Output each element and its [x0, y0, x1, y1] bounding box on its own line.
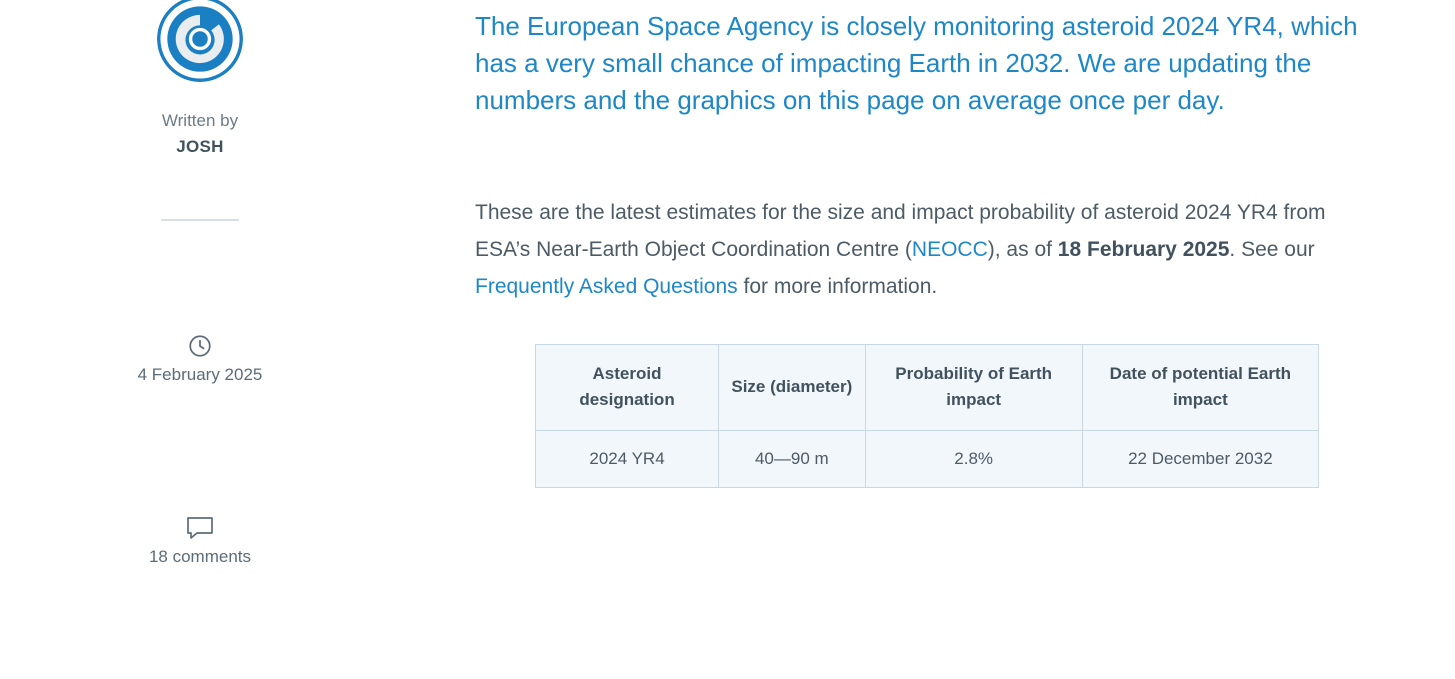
- publish-date: 4 February 2025: [137, 364, 263, 384]
- table-header-probability: Probability of Earth impact: [865, 344, 1082, 430]
- asteroid-estimates-table: [535, 344, 1319, 488]
- table-header-row: [536, 344, 1319, 430]
- sidebar-divider: [161, 219, 239, 221]
- intro-text-part-1: These are the latest estimates for the size and impact probability of asteroid 2024 YR4 from ESA’s Near-Earth Object Coordination Centre (: [475, 200, 1326, 262]
- lead-paragraph: The European Space Agency is closely monitoring asteroid 2024 YR4, which has a very small chance of impacting Earth in 2032. We are updating the numbers and the graphics on this page on average once per day.: [475, 11, 1358, 115]
- faq-link[interactable]: Frequently Asked Questions: [475, 275, 738, 299]
- cell-size: 40—90 m: [719, 430, 866, 487]
- table-row: [536, 430, 1319, 487]
- comment-icon: [185, 515, 215, 541]
- avatar: [157, 0, 243, 82]
- cell-designation: 2024 YR4: [536, 430, 719, 487]
- table-header-designation: Asteroid designation: [536, 344, 719, 430]
- intro-text-part-3: . See our: [1229, 238, 1315, 262]
- intro-paragraph: [475, 194, 1365, 306]
- comments-count[interactable]: 18 comments: [148, 546, 252, 566]
- intro-text-part-2: ), as of: [987, 238, 1058, 262]
- table-header-size: Size (diameter): [719, 344, 866, 430]
- written-by-label: Written by: [161, 111, 239, 130]
- publish-date-block: [138, 333, 263, 385]
- cell-probability: 2.8%: [865, 430, 1082, 487]
- article-sidebar: [0, 0, 400, 679]
- article-content: [400, 0, 1455, 679]
- written-by-block: [162, 108, 238, 161]
- comments-block[interactable]: [149, 515, 251, 567]
- update-date: 18 February 2025: [1057, 238, 1230, 262]
- intro-text-part-4: for more information.: [737, 275, 938, 299]
- author-name[interactable]: JOSH: [176, 137, 224, 157]
- neocc-link[interactable]: NEOCC: [911, 238, 988, 262]
- cell-impact-date: 22 December 2032: [1082, 430, 1318, 487]
- table-header-impact-date: Date of potential Earth impact: [1082, 344, 1318, 430]
- clock-icon: [187, 333, 213, 359]
- asteroid-table-wrapper: [475, 344, 1365, 488]
